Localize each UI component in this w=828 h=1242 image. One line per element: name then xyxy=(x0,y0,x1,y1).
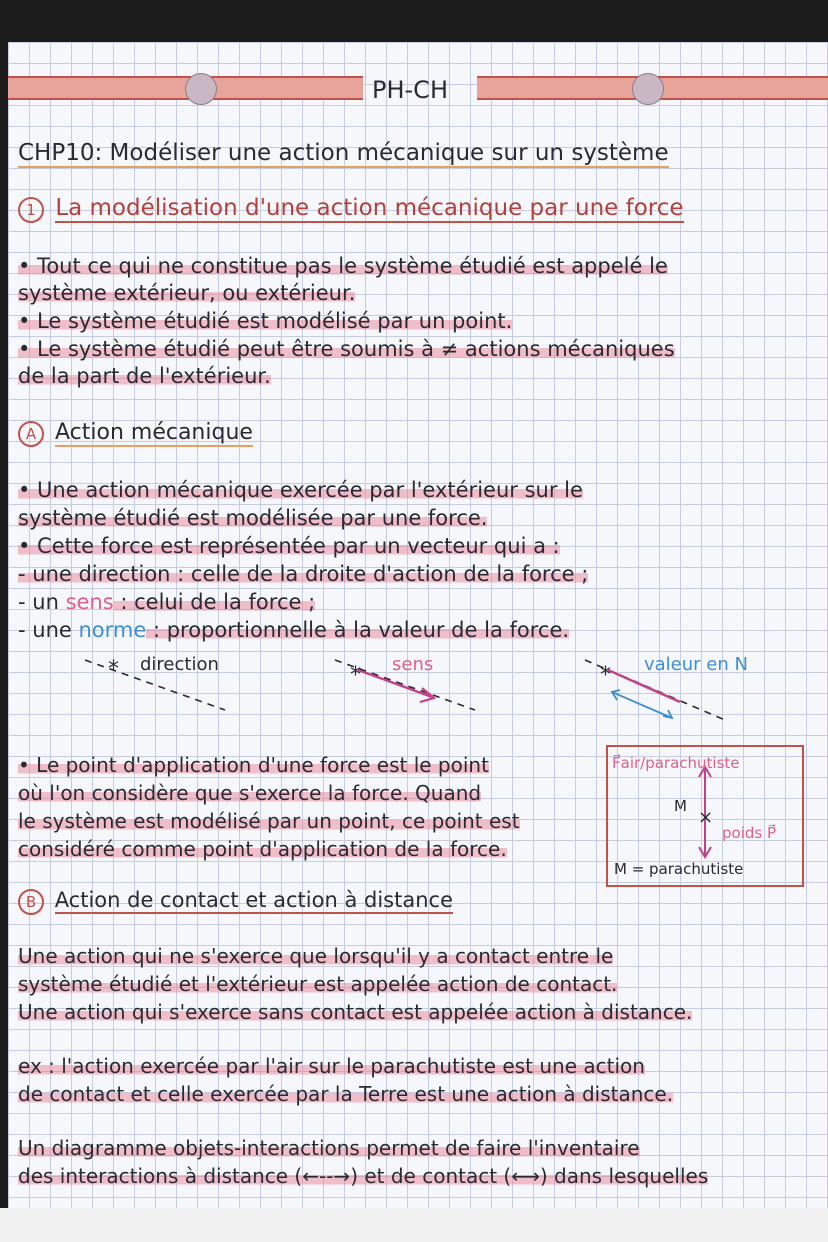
section-letter-b: B xyxy=(18,889,44,915)
svg-text:*: * xyxy=(108,657,119,682)
contact-line: Une action qui ne s'exerce que lorsqu'il y a contact entre le xyxy=(18,944,614,968)
application-line: où l'on considère que s'exerce la force. Quand xyxy=(18,781,482,805)
bottom-strip xyxy=(0,1208,828,1242)
binder-hole-left xyxy=(185,73,217,105)
example-line: de contact et celle exercée par la Terre est une action à distance. xyxy=(18,1082,674,1106)
intro-line: de la part de l'extérieur. xyxy=(18,364,271,388)
intro-line: • Le système étudié est modélisé par un point. xyxy=(18,309,513,333)
contact-line: Une action qui s'exerce sans contact est appelée action à distance. xyxy=(18,1000,693,1024)
label-valeur: valeur en N xyxy=(644,654,748,675)
action-line: - une direction : celle de la droite d'action de la force ; xyxy=(18,562,589,586)
intro-line: système extérieur, ou extérieur. xyxy=(18,281,356,305)
label-sens: sens xyxy=(392,654,434,675)
svg-text:*: * xyxy=(600,663,611,688)
section-1-heading xyxy=(18,195,684,223)
action-line: • Une action mécanique exercée par l'extérieur sur le xyxy=(18,478,583,502)
section-a-title: Action mécanique xyxy=(55,420,253,445)
section-number-1: 1 xyxy=(18,197,44,223)
norme-line: - une norme : proportionnelle à la valeur de la force. xyxy=(18,618,570,642)
section-1-title: La modélisation d'une action mécanique par une force xyxy=(55,195,684,221)
application-line: considéré comme point d'application de la force. xyxy=(18,837,507,861)
box-legend: M = parachutiste xyxy=(614,860,744,878)
chapter-title: CHP10: Modéliser une action mécanique sur un système xyxy=(18,140,669,166)
binder-hole-right xyxy=(632,73,664,105)
svg-text:×: × xyxy=(698,807,714,828)
label-direction: direction xyxy=(140,654,219,675)
diagram-line: des interactions à distance (←--→) et de contact (⟷) dans lesquelles xyxy=(18,1164,709,1188)
diagram-line: Un diagramme objets-interactions permet de faire l'inventaire xyxy=(18,1136,640,1160)
action-line: système étudié est modélisée par une force. xyxy=(18,506,488,530)
sens-line: - un sens : celui de la force ; xyxy=(18,590,316,614)
header-label: PH-CH xyxy=(372,76,448,104)
svg-text:*: * xyxy=(350,663,361,688)
section-a-heading xyxy=(18,420,253,447)
intro-line: • Le système étudié peut être soumis à ≠ actions mécaniques xyxy=(18,337,675,361)
point-m-label: M xyxy=(674,797,687,815)
section-b-heading xyxy=(18,888,453,915)
force-air-label: F⃗air/parachutiste xyxy=(612,754,740,772)
action-line: • Cette force est représentée par un vecteur qui a : xyxy=(18,534,560,558)
poids-label: poids P⃗ xyxy=(722,824,777,842)
section-letter-a: A xyxy=(18,421,44,447)
section-b-title: Action de contact et action à distance xyxy=(54,888,453,912)
intro-line: • Tout ce qui ne constitue pas le système étudié est appelé le xyxy=(18,254,668,278)
application-line: • Le point d'application d'une force est le point xyxy=(18,753,489,777)
application-line: le système est modélisé par un point, ce point est xyxy=(18,809,520,833)
contact-line: système étudié et l'extérieur est appelée action de contact. xyxy=(18,972,618,996)
example-line: ex : l'action exercée par l'air sur le parachutiste est une action xyxy=(18,1054,645,1078)
